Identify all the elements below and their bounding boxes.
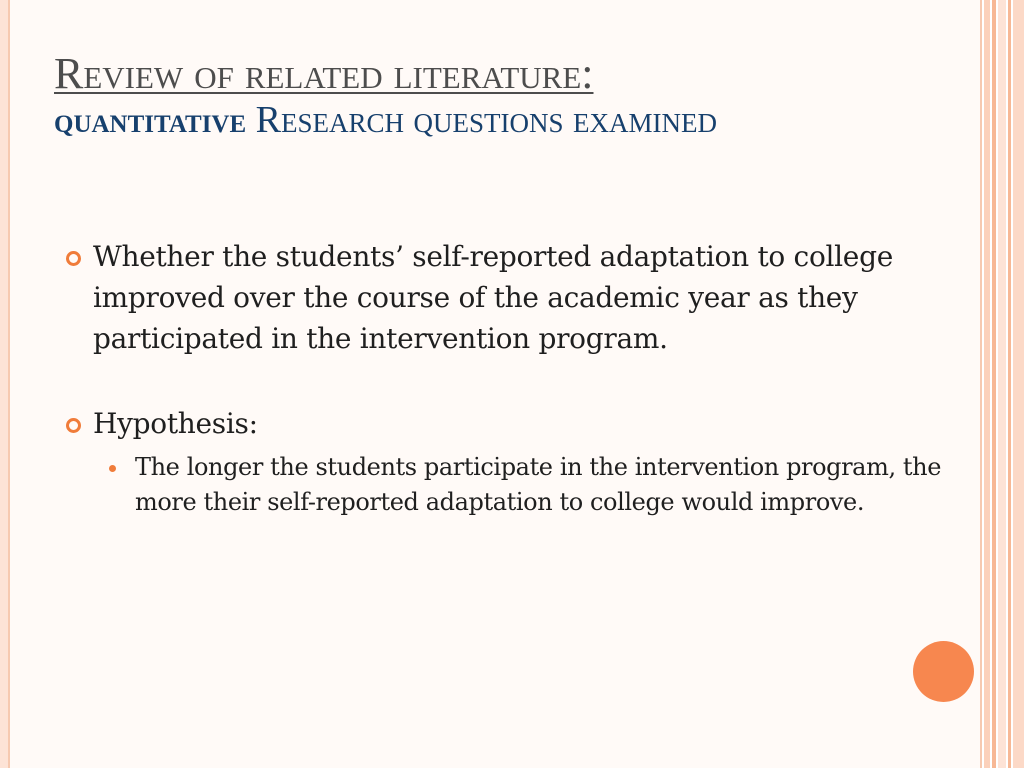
- sub-bullet-list: [107, 450, 956, 520]
- title-emphasis: quantitative: [54, 100, 247, 140]
- title-line-2: Research questions examined: [246, 99, 718, 141]
- bullet-text: Hypothesis:: [93, 407, 258, 440]
- bullet-text: Whether the students’ self-reported adaptation to college improved over the course of the academic year as they participated in the intervention program.: [93, 240, 893, 355]
- slide-title: [54, 50, 934, 145]
- title-line-1: Review of related literature:: [54, 49, 594, 98]
- ring-bullet-icon: [66, 418, 81, 433]
- slide-content: [66, 236, 956, 520]
- right-border-stripe: [1013, 0, 1024, 768]
- dot-bullet-icon: [109, 465, 116, 472]
- sub-bullet-text: The longer the students participate in the intervention program, the more their self-reported adaptation to college would improve.: [135, 453, 942, 516]
- bullet-item: [66, 236, 956, 359]
- sub-bullet-item: [107, 450, 956, 520]
- ring-bullet-icon: [66, 251, 81, 266]
- left-border-stripe: [0, 0, 8, 768]
- right-border-stripe: [992, 0, 996, 768]
- bullet-item: [66, 403, 956, 520]
- right-border-stripe: [998, 0, 1006, 768]
- right-border-stripe: [1008, 0, 1011, 768]
- decorative-circle-icon: [913, 641, 974, 702]
- right-border-stripe: [984, 0, 990, 768]
